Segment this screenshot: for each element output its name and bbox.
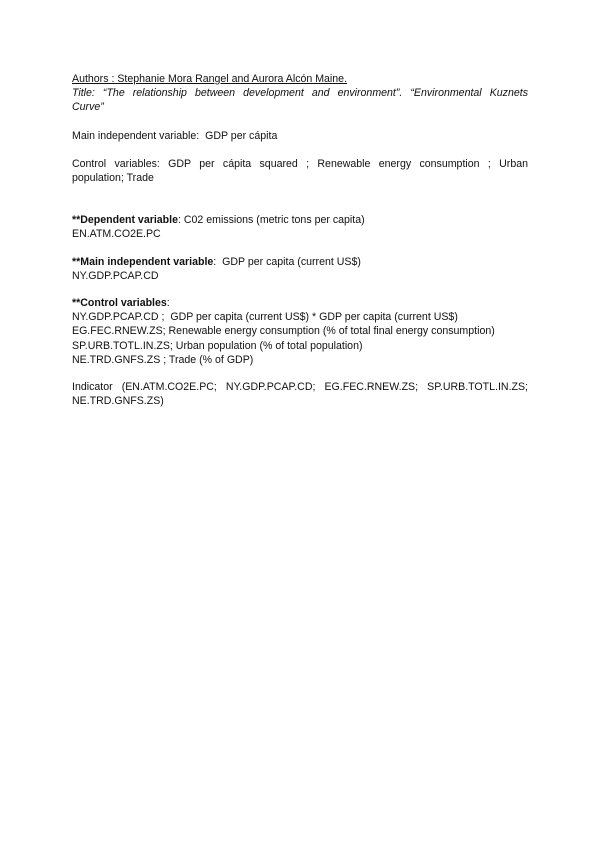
main-independent-heading xyxy=(72,255,528,269)
dependent-variable-code: EN.ATM.CO2E.PC xyxy=(72,228,161,241)
indicator-line-2: NE.TRD.GNFS.ZS) xyxy=(72,395,164,408)
control-variables-heading xyxy=(72,296,528,310)
control-variables-line-1: Control variables: GDP per cápita squared ; Renewable energy consumption ; Urban xyxy=(72,157,528,170)
dependent-variable-text: : C02 emissions (metric tons per capita) xyxy=(177,214,365,227)
main-independent-label: **Main independent variable xyxy=(72,255,214,268)
authors-line: Authors : Stephanie Mora Rangel and Aurora Alcón Maine. xyxy=(72,73,348,85)
control-variable-item: NE.TRD.GNFS.ZS ; Trade (% of GDP) xyxy=(72,353,254,366)
main-independent-text: : GDP per capita (current US$) xyxy=(213,255,361,268)
title-line-1: Title: “The relationship between development and environment”. “Environmental Kuznets xyxy=(72,87,528,100)
document-body xyxy=(72,72,528,408)
control-variables-colon: : xyxy=(166,297,170,310)
title-line-2: Curve” xyxy=(72,101,104,114)
control-variable-item: EG.FEC.RNEW.ZS; Renewable energy consumption (% of total final energy consumption) xyxy=(72,325,495,338)
main-independent-code: NY.GDP.PCAP.CD xyxy=(72,269,159,282)
dependent-variable-heading xyxy=(72,213,528,227)
control-variable-item: SP.URB.TOTL.IN.ZS; Urban population (% of total population) xyxy=(72,339,363,352)
control-variables-label: **Control variables xyxy=(72,297,167,310)
dependent-variable-label: **Dependent variable xyxy=(72,214,178,227)
control-variables-line-2: population; Trade xyxy=(72,172,154,185)
indicator-line-1: Indicator (EN.ATM.CO2E.PC; NY.GDP.PCAP.CD; EG.FEC.RNEW.ZS; SP.URB.TOTL.IN.ZS; xyxy=(72,381,528,394)
main-independent-summary: Main independent variable: GDP per cápita xyxy=(72,129,278,142)
control-variable-item: NY.GDP.PCAP.CD ; GDP per capita (current US$) * GDP per capita (current US$) xyxy=(72,311,458,324)
